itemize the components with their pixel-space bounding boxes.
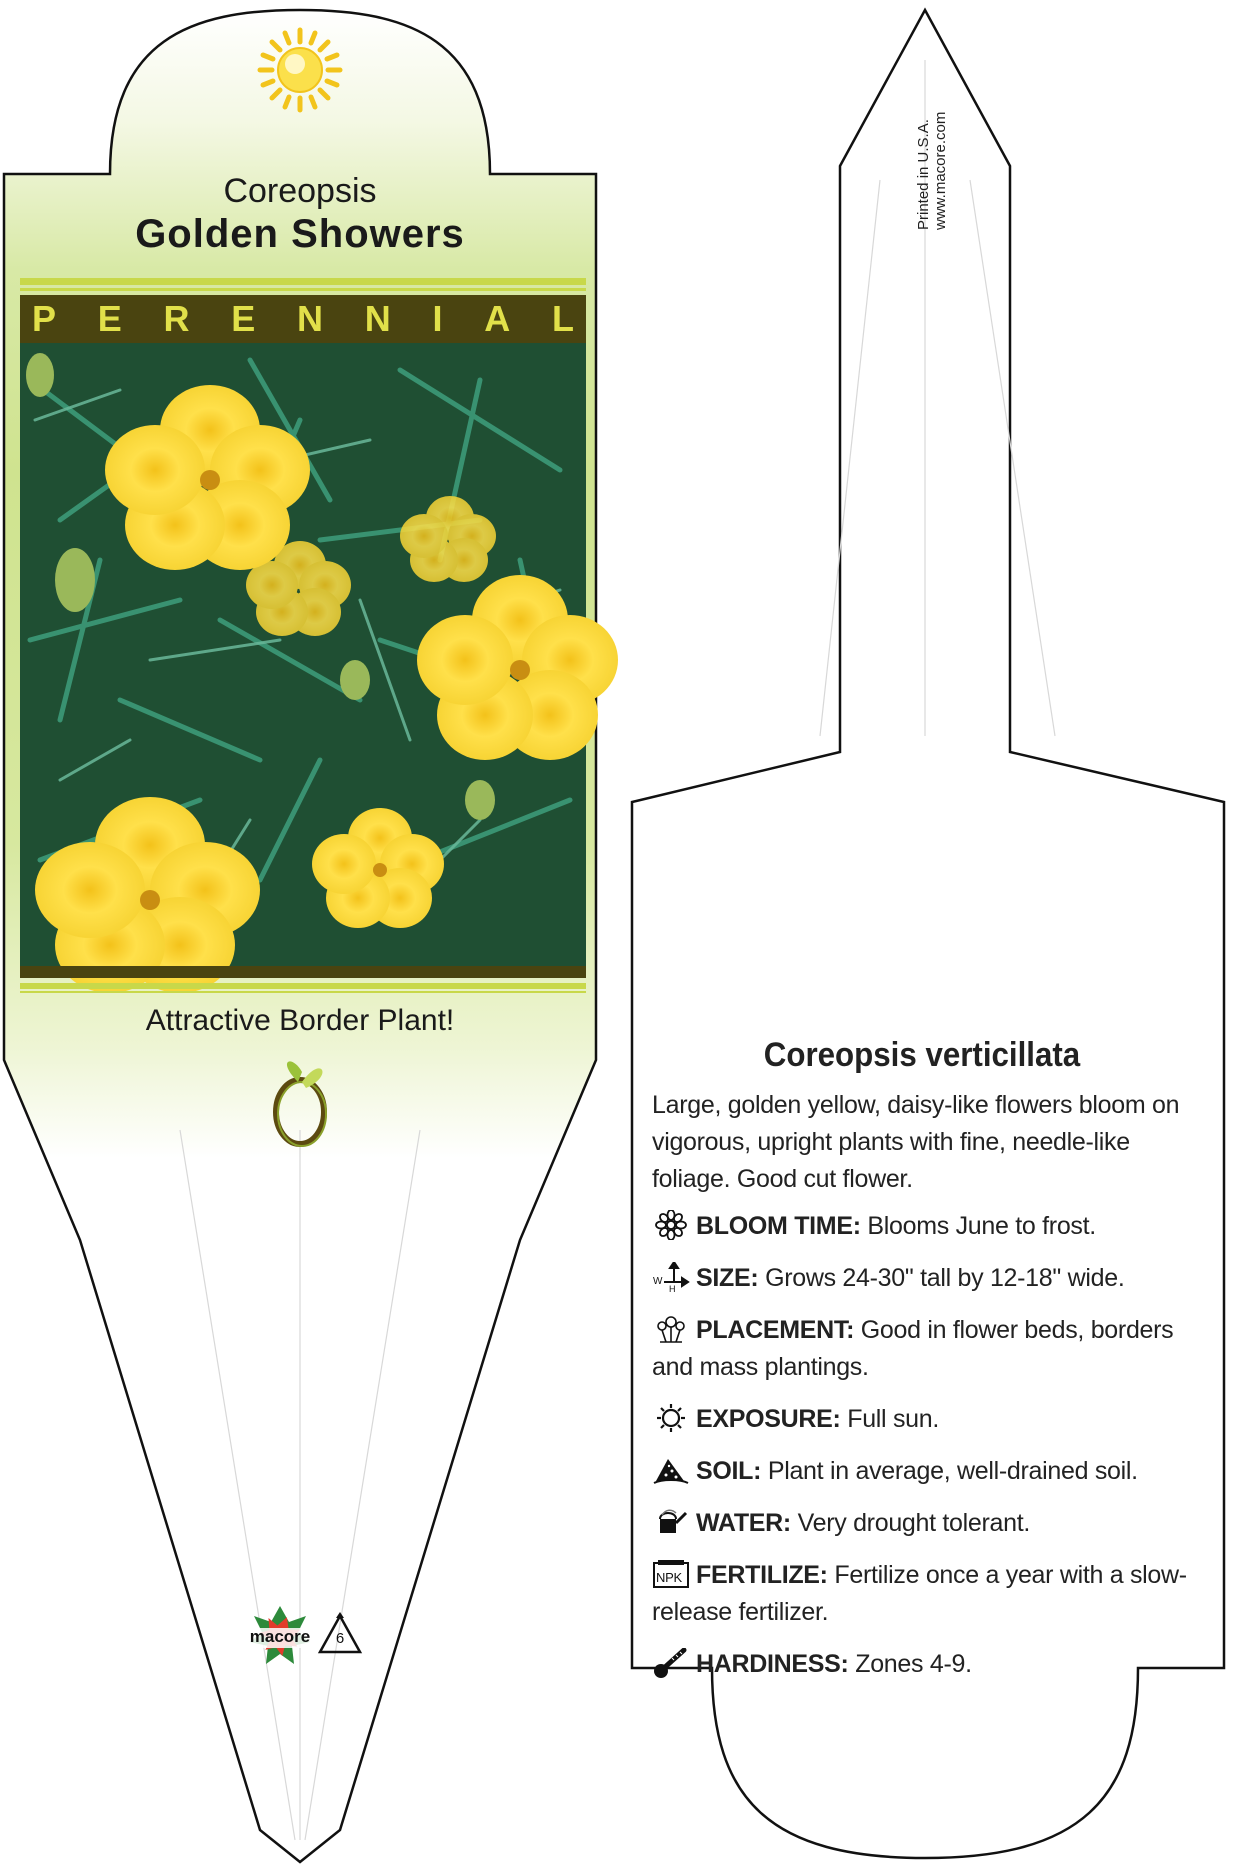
attr-exposure (652, 1401, 1192, 1438)
size-arrows-icon (652, 1262, 690, 1292)
npk-label: NPK (656, 1570, 682, 1585)
category-letter: L (551, 298, 574, 339)
attr-label: WATER: (696, 1509, 791, 1537)
attr-label: SOIL: (696, 1457, 762, 1485)
plants-icon (652, 1314, 690, 1344)
attr-size (652, 1260, 1192, 1297)
printed-note-line1: Printed in U.S.A. (915, 119, 932, 230)
attr-text: Full sun. (847, 1405, 940, 1433)
care-info (652, 1036, 1192, 1698)
top-band-green (20, 278, 586, 285)
soil-icon (652, 1455, 690, 1485)
attr-bloom-time (652, 1208, 1192, 1245)
plant-photo (20, 343, 618, 993)
flower-icon (652, 1210, 690, 1240)
attr-label: EXPOSURE: (696, 1405, 841, 1433)
attr-fertilize (652, 1557, 1192, 1631)
description: Large, golden yellow, daisy-like flowers bloom on vigorous, upright plants with fine, needle-like foliage. Good cut flower. (652, 1091, 1180, 1193)
size-h-label: H (669, 1284, 676, 1292)
category-letter: A (484, 298, 511, 339)
attr-placement (652, 1312, 1192, 1386)
attr-hardiness (652, 1646, 1192, 1683)
size-w-label: W (653, 1276, 663, 1287)
attr-label: PLACEMENT: (696, 1316, 855, 1344)
thermometer-icon (652, 1648, 690, 1678)
attr-text: Grows 24-30" tall by 12-18" wide. (765, 1264, 1125, 1292)
category-letter: R (163, 298, 190, 339)
category-letter: E (231, 298, 256, 339)
attr-water (652, 1505, 1192, 1542)
attr-text: Plant in average, well-drained soil. (767, 1457, 1138, 1485)
attr-label: BLOOM TIME: (696, 1212, 861, 1240)
watering-can-icon (652, 1507, 690, 1537)
common-name: Coreopsis (223, 172, 377, 210)
attr-text: Fertilize once a year with a slow-release fertilizer. (652, 1561, 1187, 1626)
attr-label: SIZE: (696, 1264, 759, 1292)
attr-text: Very drought tolerant. (797, 1509, 1031, 1537)
category-letter: N (296, 298, 323, 339)
attr-text: Zones 4-9. (855, 1650, 972, 1678)
variety-name: Golden Showers (135, 212, 465, 256)
attr-text: Blooms June to frost. (867, 1212, 1096, 1240)
category-letter: E (97, 298, 122, 339)
tagline: Attractive Border Plant! (145, 1004, 455, 1037)
brand-name: macore (249, 1627, 311, 1646)
recycle-code: 6 (335, 1630, 345, 1647)
botanical-name: Coreopsis verticillata (763, 1036, 1081, 1074)
printed-note (915, 112, 949, 230)
attr-label: HARDINESS: (696, 1650, 849, 1678)
category-label (20, 300, 586, 338)
sun-outline-icon (652, 1403, 690, 1433)
attr-label: FERTILIZE: (696, 1561, 828, 1589)
printed-note-line2: www.macore.com (932, 111, 949, 230)
attr-soil (652, 1453, 1192, 1490)
category-letter: I (432, 298, 443, 339)
category-letter: N (364, 298, 391, 339)
attr-text: Good in flower beds, borders and mass plantings. (652, 1316, 1174, 1381)
npk-icon (652, 1559, 690, 1589)
category-letter: P (32, 298, 57, 339)
sun-icon (260, 30, 340, 110)
